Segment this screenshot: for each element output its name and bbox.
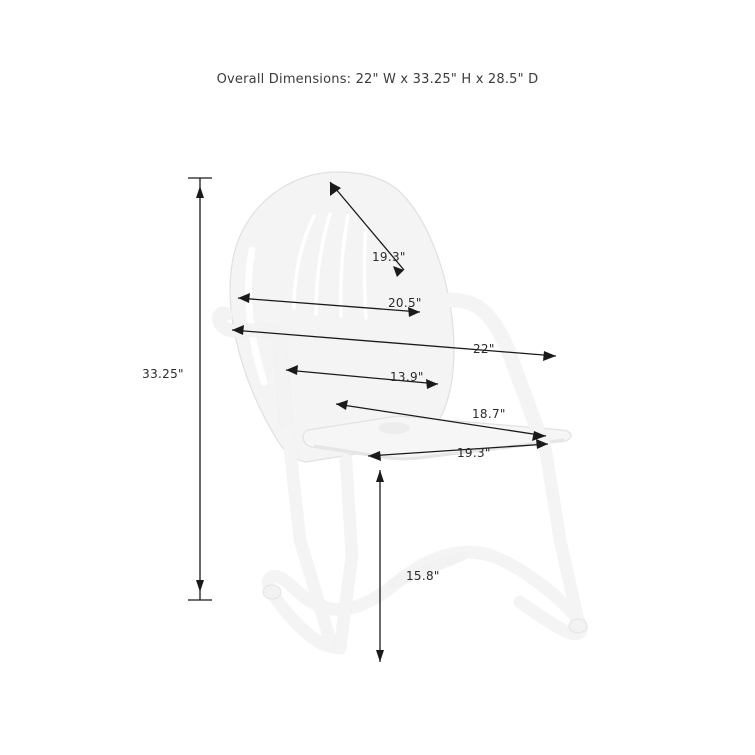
foot-cap-right xyxy=(569,619,587,633)
label-seat-depth: 18.7" xyxy=(472,407,506,421)
overall-width-arrow-right xyxy=(543,351,556,361)
page-title: Overall Dimensions: 22" W x 33.25" H x 28.5" D xyxy=(216,72,539,87)
height-arrow-bottom xyxy=(196,580,204,592)
label-back-lower-width: 13.9" xyxy=(390,370,424,384)
label-back-diagonal: 19.3" xyxy=(372,250,406,264)
label-back-upper-width: 20.5" xyxy=(388,296,422,310)
label-seat-width: 19.3" xyxy=(457,446,491,460)
height-arrow-top xyxy=(196,186,204,198)
back-slit-4 xyxy=(365,222,367,318)
foot-cap-left xyxy=(263,585,281,599)
label-overall-width: 22" xyxy=(473,342,495,356)
front-leg-outline xyxy=(340,460,352,648)
label-seat-height: 15.8" xyxy=(406,569,440,583)
seat-height-arrow-bottom xyxy=(376,650,384,662)
seat-detail-hole xyxy=(378,422,410,434)
seat-height-arrow-top xyxy=(376,470,384,482)
label-height-overall: 33.25" xyxy=(142,367,184,381)
chair-illustration xyxy=(219,172,587,648)
